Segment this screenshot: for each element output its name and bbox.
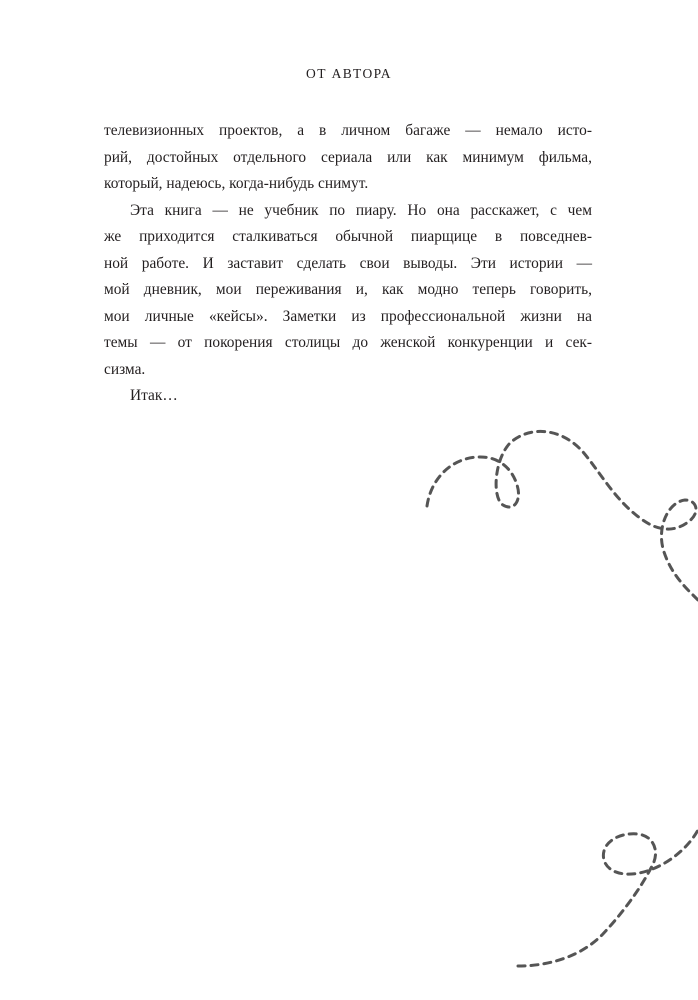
text-line: темы — от покорения столицы до женской конкуренции и сек-: [104, 334, 592, 351]
text-line: мой дневник, мои переживания и, как модно теперь говорить,: [104, 281, 592, 298]
text-line: ной работе. И заставит сделать свои выводы. Эти истории —: [104, 254, 592, 272]
upper-swirl-line: [427, 431, 698, 600]
lower-swirl-line: [518, 830, 698, 966]
text-line: сизма.: [104, 360, 146, 378]
text-line: который, надеюсь, когда-нибудь снимут.: [104, 175, 369, 192]
text-line: телевизионных проектов, а в личном багаже — немало исто-: [104, 122, 592, 139]
text-line: же приходится сталкиваться обычной пиарщице в повседнев-: [104, 228, 592, 245]
text-line: Эта книга — не учебник по пиару. Но она расскажет, с чем: [130, 201, 592, 219]
running-header: ОТ АВТОРА: [306, 66, 392, 81]
text-line: мои личные «кейсы». Заметки из профессиональной жизни на: [104, 307, 592, 325]
text-line: Итак…: [130, 387, 178, 404]
text-line: рий, достойных отдельного сериала или как минимум фильма,: [104, 148, 592, 166]
